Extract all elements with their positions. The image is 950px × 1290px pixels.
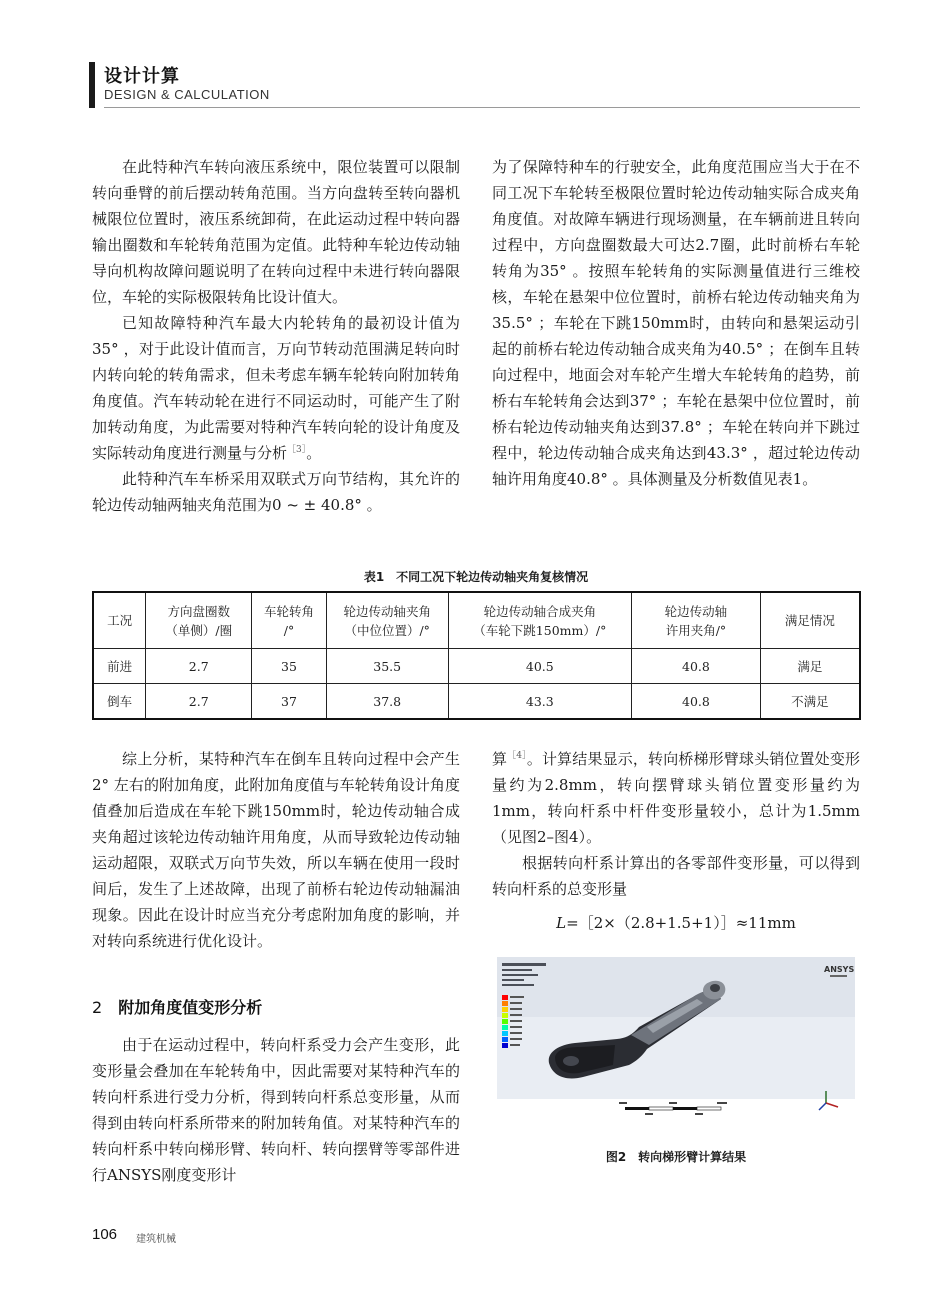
table-cell: 37 [252, 684, 327, 720]
table-cell: 35.5 [326, 649, 448, 684]
table-cell: 2.7 [146, 649, 252, 684]
left-column-section2 [92, 1032, 460, 1188]
table-header-row [93, 592, 860, 649]
table-cell: 40.5 [448, 649, 632, 684]
paragraph: 算$^{[4]}$。计算结果显示，转向桥梯形臂球头销位置处变形量约为2.8mm，转向摆臂球头销位置变形量约为1mm，转向杆系中杆件变形量较小，总计为1.5mm（见图2–图4）。 [492, 750, 860, 846]
table-cell: 不满足 [760, 684, 860, 720]
equation-variable: L [556, 914, 567, 932]
header-divider [104, 107, 860, 108]
table-cell: 40.8 [632, 649, 761, 684]
section-header-subtitle: DESIGN & CALCULATION [104, 87, 270, 102]
left-column-bottom [92, 746, 460, 954]
journal-name: 建筑机械 [136, 1234, 176, 1245]
paragraph: 为了保障特种车的行驶安全，此角度范围应当大于在不同工况下车轮转至极限位置时轮边传动轴实际合成夹角角度值。对故障车辆进行现场测量，在车辆前进且转向过程中，方向盘圈数最大可达2.7圈，此时前桥右车轮转角为35° 。按照车轮转角的实际测量值进行三维校核，车轮在悬架中位位置时，前桥右轮边传动轴夹角为35.5° ；车轮在下跳150mm时，由转向和悬架运动引起的前桥右轮边传动轴合成夹角为40.5° ；在倒车且转向过程中，地面会对车轮产生增大车轮转角的趋势，前桥右车轮转角会达到37° ；车轮在悬架中位位置时，前桥右轮边传动轴夹角达到37.8° ；车轮在转向并下跳过程中，轮边传动轴合成夹角达到43.3° ，超过轮边传动轴许用角度40.8° 。具体测量及分析数值见表1。 [492, 158, 860, 488]
citation-ref[interactable]: ［4］ [507, 751, 527, 761]
ansys-logo: ANSYS [824, 965, 855, 974]
section-heading [92, 995, 262, 1018]
table-cell: 前进 [93, 649, 146, 684]
table-cell: 满足 [760, 649, 860, 684]
table-cell: 40.8 [632, 684, 761, 720]
table-header-cell: 车轮转角 /° [252, 592, 327, 649]
table-cell: 35 [252, 649, 327, 684]
data-table [92, 591, 861, 720]
equation [492, 912, 860, 933]
paragraph: 综上分析，某特种汽车在倒车且转向过程中会产生2° 左右的附加角度，此附加角度值与车轮转角设计角度值叠加后造成在车轮下跳150mm时，轮边传动轴合成夹角超过该轮边传动轴许用角度，从而导致轮边传动轴运动超限，双联式万向节失效，所以车辆在使用一段时间后，发生了上述故障，出现了前桥右轮边传动轴漏油现象。因此在设计时应当充分考虑附加角度的影响，并对转向系统进行优化设计。 [92, 750, 460, 950]
paragraph: 此特种汽车车桥采用双联式万向节结构，其允许的轮边传动轴两轴夹角范围为0 ~ ± 40.8° 。 [92, 470, 460, 514]
table-header-cell: 满足情况 [760, 592, 860, 649]
table-header-cell: 方向盘圈数 （单侧）/圈 [146, 592, 252, 649]
table-row [93, 649, 860, 684]
equation-expression: =［2×（2.8+1.5+1）］≈11mm [566, 914, 796, 932]
citation-ref[interactable]: ［3］ [287, 445, 307, 455]
section-number: 2 [92, 998, 103, 1017]
table-header-cell: 工况 [93, 592, 146, 649]
paragraph: 由于在运动过程中，转向杆系受力会产生变形，此变形量会叠加在车轮转角中，因此需要对某特种汽车的转向杆系进行受力分析，得到转向杆系总变形量，从而得到由转向杆系所带来的附加转角值。对某特种汽车的转向杆系中转向梯形臂、转向杆、转向摆臂等零部件进行ANSYS刚度变形计 [92, 1036, 460, 1184]
table-header-cell: 轮边传动轴夹角 （中位位置）/° [326, 592, 448, 649]
table-row [93, 684, 860, 720]
left-column-top [92, 154, 460, 518]
right-column-top [492, 154, 860, 492]
section-header-title: 设计计算 [104, 66, 180, 87]
page-number: 106 [92, 1226, 118, 1243]
table-cell: 2.7 [146, 684, 252, 720]
paragraph: 已知故障特种汽车最大内轮转角的最初设计值为35° ，对于此设计值而言，万向节转动范围满足转向时内转向轮的转角需求，但未考虑车辆车轮转向附加转角角度值。汽车转动轮在进行不同运动时，可能产生了附加转动角度，为此需要对特种汽车转向轮的设计角度及实际转动角度进行测量与分析$^{[3]}$。 [92, 314, 460, 462]
table-cell: 43.3 [448, 684, 632, 720]
right-column-bottom [492, 746, 860, 902]
section-title: 附加角度值变形分析 [118, 998, 263, 1017]
header-accent-bar [89, 62, 95, 108]
table-caption: 表1 不同工况下轮边传动轴夹角复核情况 [363, 570, 589, 584]
table-cell: 37.8 [326, 684, 448, 720]
paragraph: 根据转向杆系计算出的各零部件变形量，可以得到转向杆系的总变形量 [492, 854, 860, 898]
paragraph: 在此特种汽车转向液压系统中，限位装置可以限制转向垂臂的前后摆动转角范围。当方向盘转至转向器机械限位位置时，液压系统卸荷，在此运动过程中转向器输出圈数和车轮转角范围为定值。此特种车轮边传动轴导向机构故障问题说明了在转向过程中未进行转向器限位，车轮的实际极限转角比设计值大。 [92, 158, 460, 306]
figure-caption: 图2 转向梯形臂计算结果 [605, 1150, 747, 1164]
table-header-cell: 轮边传动轴 许用夹角/° [632, 592, 761, 649]
fea-render [497, 957, 855, 1128]
table-header-cell: 轮边传动轴合成夹角 （车轮下跳150mm）/° [448, 592, 632, 649]
table-cell: 倒车 [93, 684, 146, 720]
fea-result-figure [497, 957, 855, 1128]
